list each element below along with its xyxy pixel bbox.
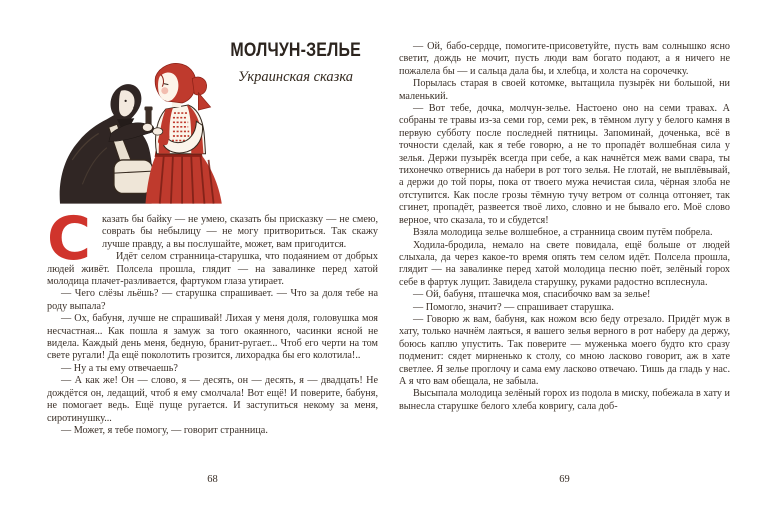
left-text-column (47, 204, 378, 437)
young-woman-figure (145, 63, 221, 203)
paragraph: — Может, я тебе помогу, — говорит странница. (61, 424, 268, 436)
opening-paragraph-text: казать бы байку — не умею, сказать бы присказку — не смею, соврать бы небылицу — не могу притвориться. Так скажу лучше правду, а вы послушайте, может, вам пригодится. (102, 214, 378, 250)
page-number-left: 68 (207, 474, 218, 485)
page-title: МОЛЧУН-ЗЕЛЬЕ (230, 40, 361, 61)
paragraph: — Ну а ты ему отвечаешь? (61, 362, 178, 374)
right-paragraphs (399, 41, 730, 413)
paragraph: Взяла молодица зелье волшебное, а странница своим путём побрела. (413, 227, 713, 239)
paragraph: Высыпала молодица зелёный горох из подола в миску, побежала в хату и вынесла старушке белого хлеба ковригу, сала доб- (399, 388, 730, 412)
paragraph: Порылась старая в своей котомке, вытащила пузырёк ни большой, ни маленький. (399, 78, 730, 102)
page-number-right: 69 (559, 474, 570, 485)
paragraph: Идёт селом странница-старушка, что подаянием от добрых людей живёт. Полсела прошла, глядит — на завалинке перед хатой молодица плачет-разливается, фартуком глаза утирает. (47, 251, 378, 288)
paragraph: — Ой, бабо-сердце, помогите-присоветуйте, пусть вам солнышко ясно светит, дождь не мочит, пусть люди вам богато подают, а я ничего не пожалела бы — и сальца дала бы, и хлебца, и холста на сорочечку. (399, 41, 730, 77)
old-woman-figure (60, 84, 154, 203)
young-woman-hand (153, 128, 163, 135)
paragraph: — Ох, бабуня, лучше не спрашивай! Лихая у меня доля, головушка моя несчастная... Как пошла я замуж за того окаянного, часинки ясной не видела. Каждый день меня, бедную, бранит-ругает... Чтоб его черти на том свете ругали! Да ещё поколотить грозится, лихорадка бы его колотила!.. (47, 313, 378, 362)
drop-cap: С (47, 204, 92, 274)
right-text-column (399, 41, 730, 413)
left-paragraphs (47, 251, 378, 437)
paragraph: — Ой, бабуня, пташечка моя, спасибочко вам за зелье! (413, 289, 651, 301)
satchel-bag (114, 160, 153, 194)
paragraph: Ходила-бродила, немало на свете повидала, ещё больше от людей слыхала, да через какое-то время опять тем селом идёт. Полсела прошла, глядит — на завалинке перед хатой молодица песню поёт, зелёный горох себе в фартук лущит. Завидела старушку, руками радостно всплеснула. (399, 239, 730, 288)
paragraph: — Вот тебе, дочка, молчун-зелье. Настоено оно на семи травах. А собраны те травы из-за семи гор, семи рек, в тёмном лугу у белого камня в первую субботу после последней пятницы. Запоминай, доченька, всё в точности сделай, как я тебе говорю, а не то пропадёт волшебная сила у зелья. Держи пузырёк всегда при себе, а как начнётся меж вами свара, ты тихонечко отвернись да набери в рот того зелья. Не глотай, не выплёвывай, а держи до той поры, пока от твоего мужа нечистая сила, чёрная злоба не отступится. Как после грозы тёмную тучу ветром от солнца отгоняет, так сгинет, пропадёт, развеется твоё лихо, словно и не бывало его. Моё слово верное, что сказала, то и сбудется! (399, 103, 730, 226)
old-woman-hand (142, 123, 152, 131)
story-illustration (58, 62, 236, 210)
paragraph: — Говорю ж вам, бабуня, как ножом всю беду отрезало. Придёт муж в хату, только начнём лаяться, я вашего зелья верного в рот наберу да держу, боюсь каплю упустить. Так поверите — муженька моего будто кто сразу подменит: сядет мирненько к столу, со мною ласково говорит, аж в хате светлее. Я зелье проглочу и сама ему ласково отвечаю. Тишь да гладь у нас. А я что вам обещала, не забыла. (399, 313, 730, 387)
page-subtitle: Украинская сказка (237, 69, 354, 85)
rosy-cheek (161, 87, 168, 94)
paragraph: — Чего слёзы льёшь? — старушка спрашивает. — Что за доля тебе на роду выпала? (47, 288, 378, 312)
paragraph: — А как же! Он — слово, я — десять, он — десять, я — двадцать! Не дождётся он, ледащий, чтоб я ему смолчала! Вот ещё! И поверите, бабуня, не помогает ведь. Ещё пуще ругается. И заступиться некому за меня, сиротинушку... (47, 375, 378, 424)
paragraph: — Помогло, значит? — спрашивает старушка. (413, 301, 614, 313)
